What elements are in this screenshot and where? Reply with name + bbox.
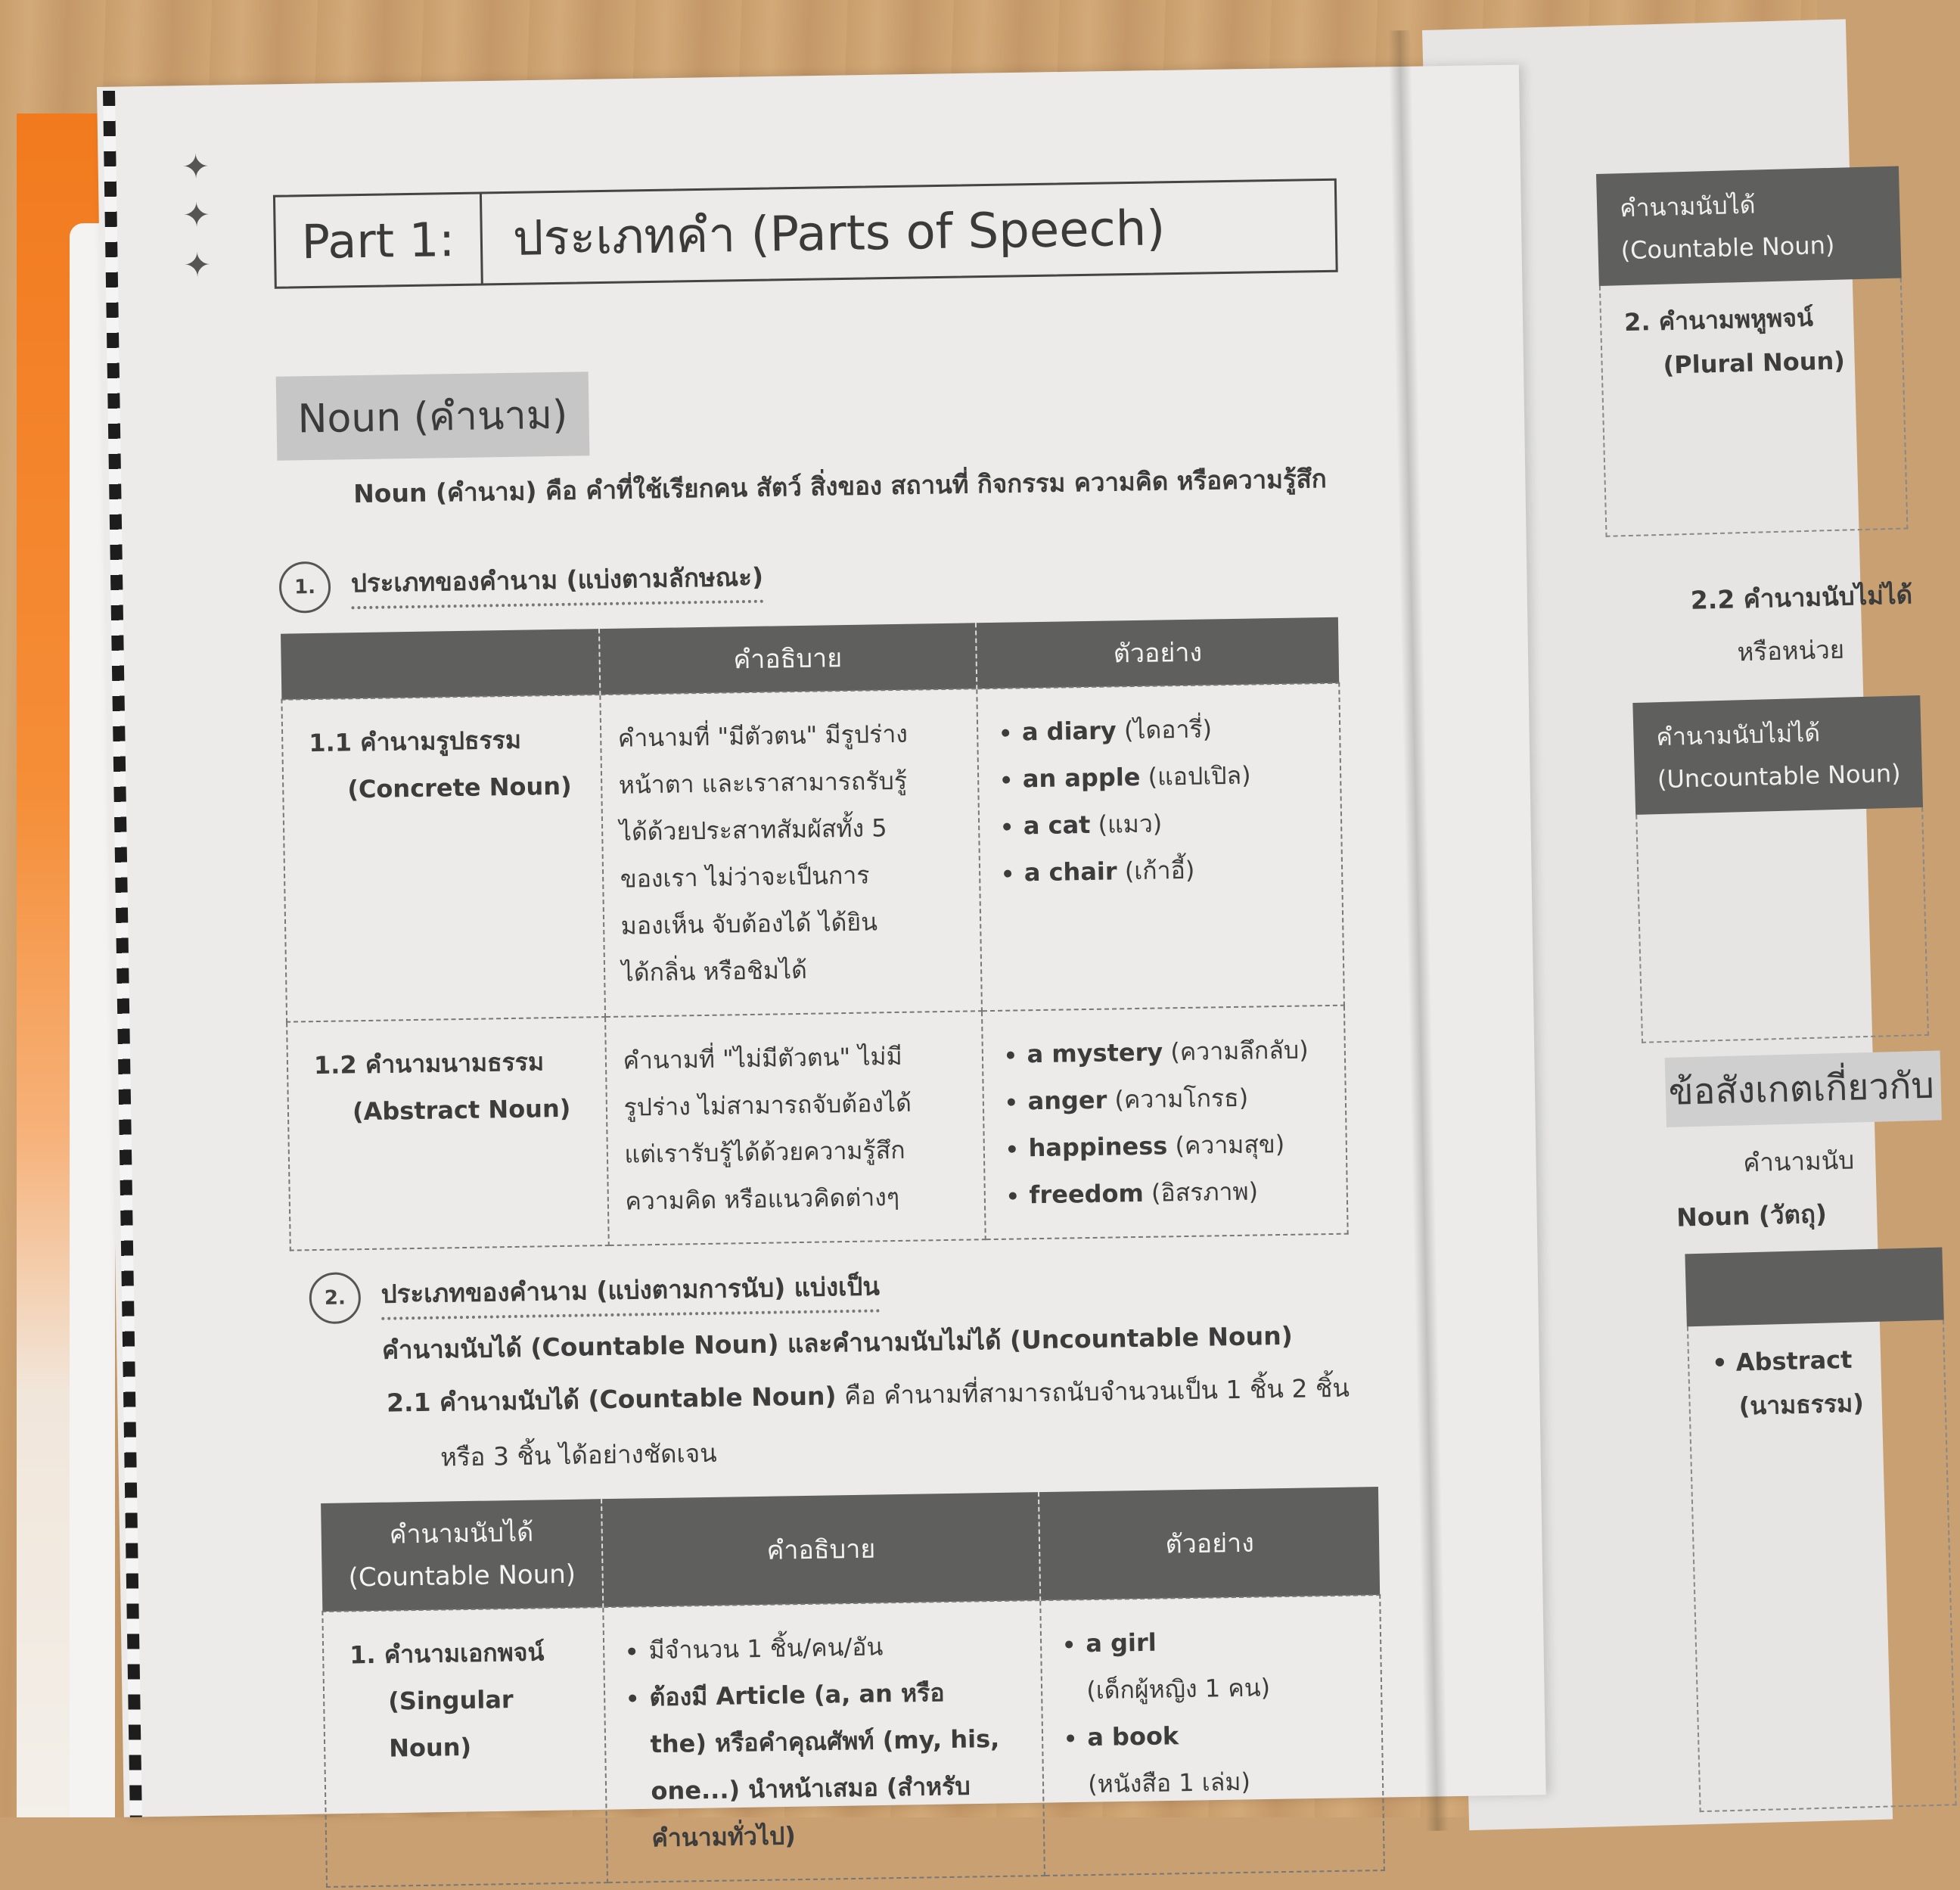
list-item: • freedom (อิสรภาพ) <box>1029 1167 1330 1218</box>
category-cell <box>322 1607 607 1887</box>
description-cell <box>604 1600 1045 1882</box>
description-line: ได้ด้วยประสาทสัมผัสทั้ง 5 <box>619 813 887 847</box>
description-line: คำนามที่ "ไม่มีตัวตน" ไม่มี <box>623 1041 902 1075</box>
header-line: คำนามนับได้ <box>389 1517 534 1550</box>
right-box2 <box>1632 695 1929 1043</box>
section1-title: ประเภทของคำนาม (แบ่งตามลักษณะ) <box>351 557 764 610</box>
noun-heading: Noun (คำนาม) <box>276 371 589 460</box>
table-header-countable <box>321 1499 604 1612</box>
noun-types-table <box>280 617 1349 1251</box>
star-icon: ✦ <box>182 246 212 285</box>
description-line: หน้าตา และเราสามารถรับรู้ <box>618 766 908 800</box>
countable-noun-table <box>320 1487 1385 1888</box>
category-english: (Abstract Noun) <box>352 1093 571 1127</box>
list-item: • a diary (ไดอารี่) <box>1021 704 1322 755</box>
examples-cell <box>977 683 1344 1011</box>
right-line-22: 2.2 คำนามนับไม่ได้ <box>1690 580 1913 615</box>
section2-title: ประเภทของคำนาม (แบ่งตามการนับ) แบ่งเป็น <box>381 1266 880 1320</box>
right-box2-header <box>1632 695 1923 815</box>
right-page-content <box>1596 166 1935 1421</box>
star-icon: ✦ <box>182 196 211 235</box>
description-line: ได้กลิ่น หรือชิมได้ <box>621 955 808 987</box>
body-line: 2. คำนามพหูพจน์ <box>1623 303 1814 337</box>
table-header-description: คำอธิบาย <box>601 1492 1040 1607</box>
category-thai: 1.1 คำนามรูปธรรม <box>309 725 522 758</box>
right-box1-body <box>1599 278 1909 536</box>
header-line: คำนามนับไม่ได้ <box>1656 718 1821 752</box>
examples-list <box>994 704 1325 897</box>
header-line: (Countable Noun) <box>1620 230 1835 266</box>
countable-definition-text: คือ คำนามที่สามารถนับจำนวนเป็น 1 ชิ้น 2 ชิ้น <box>836 1372 1350 1411</box>
body-line: • Abstract <box>1711 1344 1853 1378</box>
list-item: • a cat (แมว) <box>1023 797 1324 849</box>
description-line: คำนามที่ "มีตัวตน" มีรูปร่าง <box>617 719 909 753</box>
header-line: (Uncountable Noun) <box>1657 758 1902 794</box>
description-cell <box>605 1011 986 1245</box>
table-header-empty <box>281 629 600 700</box>
examples-list <box>999 1026 1330 1219</box>
section2-line3: หรือ 3 ชิ้น ได้อย่างชัดเจน <box>440 1438 717 1472</box>
table-row <box>287 1006 1348 1251</box>
right-box3 <box>1685 1248 1956 1813</box>
category-thai: 1.2 คำนามนามธรรม <box>313 1047 545 1080</box>
description-line: ของเรา ไม่ว่าจะเป็นการ <box>620 860 870 894</box>
header-line: คำนามนับได้ <box>1619 190 1757 223</box>
section2-line1: คำนามนับได้ (Countable Noun) และคำนามนับไม่ได้ (Uncountable Noun) <box>381 1320 1294 1365</box>
examples-cell <box>1040 1595 1384 1876</box>
right-box3-body <box>1687 1320 1957 1812</box>
countable-definition-label: 2.1 คำนามนับได้ (Countable Noun) <box>386 1381 837 1418</box>
description-line: รูปร่าง ไม่สามารถจับต้องได้ <box>623 1088 912 1122</box>
list-item: • ต้องมี Article (a, an หรือ the) หรือคำคุณศัพท์ (my, his, one...) นำหน้าเสมอ (สำหรับ คำนามทั่วไป) <box>649 1668 1027 1861</box>
body-line: (Plural Noun) <box>1663 346 1846 380</box>
list-item: • a girl (เด็กผู้หญิง 1 คน) <box>1086 1615 1365 1714</box>
category-cell <box>287 1017 608 1251</box>
category-thai: 1. คำนามเอกพจน์ <box>349 1637 545 1670</box>
star-icon: ✦ <box>181 148 210 187</box>
right-box3-header <box>1685 1248 1943 1327</box>
noun-intro: Noun (คำนาม) คือ คำที่ใช้เรียกคน สัตว์ สิ่งของ สถานที่ กิจกรรม ความคิด หรือความรู้สึก <box>353 463 1328 509</box>
list-item: • anger (ความโกรธ) <box>1027 1073 1328 1124</box>
description-cell <box>600 689 982 1017</box>
category-cell <box>281 695 604 1022</box>
examples-list <box>1058 1615 1366 1808</box>
right-note-heading: ข้อสังเกตเกี่ยวกับ <box>1665 1051 1942 1127</box>
description-line: มองเห็น จับต้องได้ ได้ยิน <box>620 907 878 940</box>
part-title-box <box>273 179 1338 289</box>
category-english: (Concrete Noun) <box>346 771 572 804</box>
table-header-examples: ตัวอย่าง <box>976 617 1340 689</box>
right-note-line1: คำนามนับ <box>1742 1145 1855 1178</box>
header-line: (Countable Noun) <box>348 1559 576 1593</box>
section-number-2: 2. <box>309 1272 361 1324</box>
list-item: • มีจำนวน 1 ชิ้น/คน/อัน <box>648 1621 1024 1674</box>
description-list <box>621 1621 1027 1861</box>
examples-cell <box>982 1006 1348 1239</box>
table-row <box>322 1595 1384 1887</box>
table-header-description: คำอธิบาย <box>599 623 977 695</box>
list-item: • a chair (เก้าอี้) <box>1023 844 1325 896</box>
table-header-examples: ตัวอย่าง <box>1039 1487 1380 1600</box>
list-item: • happiness (ความสุข) <box>1028 1120 1329 1171</box>
list-item: • a book (หนังสือ 1 เล่ม) <box>1087 1709 1366 1808</box>
list-item: • a mystery (ความลึกลับ) <box>1027 1026 1328 1077</box>
description-line: ความคิด หรือแนวคิดต่างๆ <box>625 1182 900 1216</box>
part-label: Part 1: <box>275 194 483 286</box>
part-title: ประเภทคำ (Parts of Speech) <box>512 201 1166 267</box>
right-note-line2: Noun (วัตถุ) <box>1676 1198 1828 1233</box>
right-box1-header <box>1596 166 1902 286</box>
table-row <box>281 683 1344 1022</box>
list-item: • an apple (แอปเปิล) <box>1022 751 1323 802</box>
category-english: (Singular Noun) <box>387 1685 514 1763</box>
description-line: แต่เรารับรู้ได้ด้วยความรู้สึก <box>624 1135 905 1169</box>
section-number-1: 1. <box>279 561 331 614</box>
right-line-or: หรือหน่วย <box>1737 634 1845 667</box>
right-box2-body <box>1635 807 1929 1043</box>
body-line: (นามธรรม) <box>1738 1388 1865 1421</box>
